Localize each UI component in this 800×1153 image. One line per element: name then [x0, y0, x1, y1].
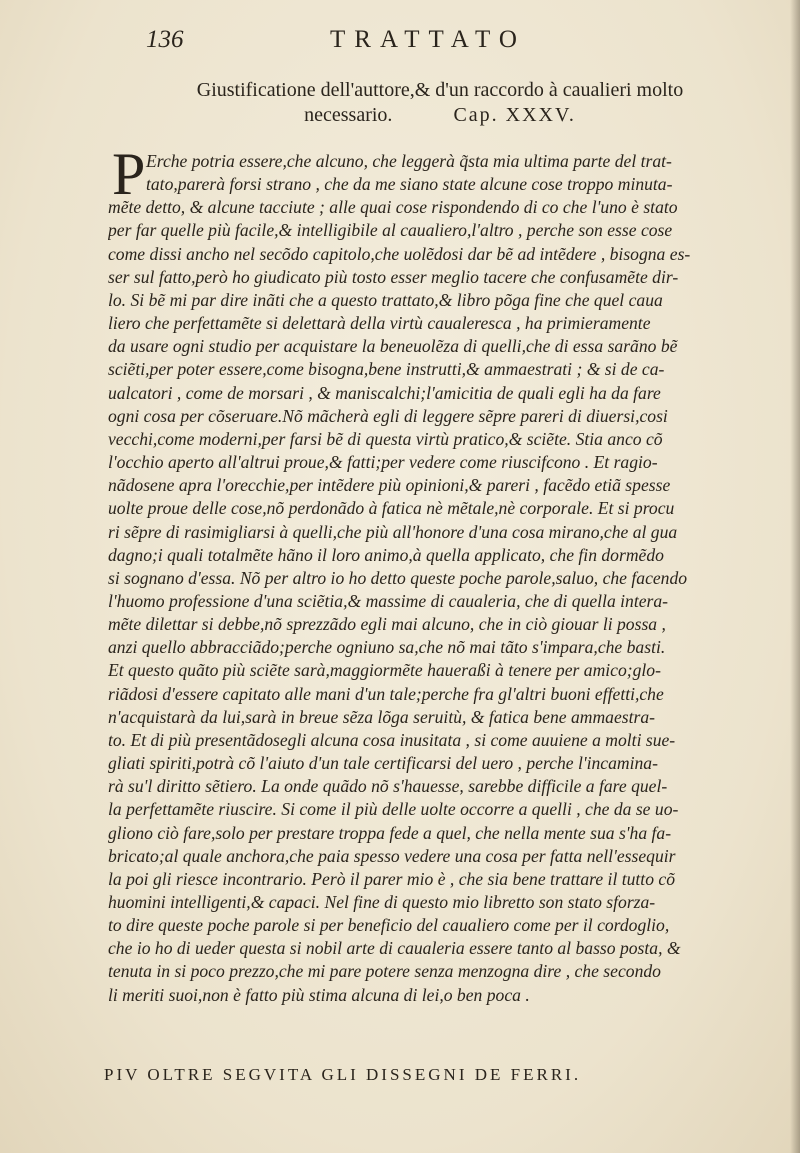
text-line: ri sẽpre di rasimigliarsi à quelli,che più all'honore d'una cosa mirano,che al gua [108, 521, 678, 542]
text-line: come dissi ancho nel secõdo capitolo,che uolẽdosi dar bẽ ad intẽdere , bisogna es- [108, 243, 691, 264]
text-line: Erche potria essere,che alcuno, che leggerà q̃sta mia ultima parte del trat- [146, 151, 672, 171]
text-line: ualcatori , come de morsari , & maniscalchi;l'amicitia de quali egli ha da fare [108, 382, 661, 403]
text-line: da usare ogni studio per acquistare la beneuolẽza di quelli,che di essa sarãno bẽ [108, 336, 678, 357]
text-line: nãdosene apra l'orecchie,per intẽdere più opinioni,& pareri , facẽdo etiã spesse [108, 475, 671, 496]
text-line: li meriti suoi,non è fatto più stima alcuna di lei,o ben poca . [108, 984, 530, 1005]
text-line: tato,parerà forsi strano , che da me siano state alcune cose troppo minuta- [146, 174, 673, 195]
chapter-title-line2: necessario. [304, 104, 393, 126]
text-line: uolte proue delle cose,nõ perdonãdo à fatica nè mẽtale,nè corporale. Et si procu [108, 498, 675, 519]
text-line: la poi gli riesce incontrario. Però il parer mio è , che sia bene trattare il tutto cõ [108, 868, 675, 889]
text-line: sciẽti,per poter essere,come bisogna,bene instrutti,& ammaestrati ; & si de ca- [108, 359, 665, 380]
text-line: anzi quello abbracciãdo;perche ogniuno sa,che nõ mai tãto s'impara,che basti. [108, 637, 666, 658]
text-line: gliati spiriti,potrà cõ l'aiuto d'un tale certificarsi del uero , perche l'incamina- [108, 753, 658, 774]
catchline-footer: PIV OLTRE SEGVITA GLI DISSEGNI DE FERRI. [104, 1065, 582, 1084]
page-edge-shadow [790, 0, 800, 1153]
chapter-title-line1: Giustificatione dell'auttore,& d'un raccordo à caualieri molto [196, 79, 684, 101]
text-line: Et questo quãto più sciẽte sarà,maggiormẽte haueraßi à tenere per amico;glo- [108, 660, 661, 681]
text-line: to. Et di più presentãdosegli alcuna cosa inusitata , si come auuiene a molti sue- [108, 729, 676, 750]
text-line: tenuta in si poco prezzo,che mi pare potere senza menzogna dire , che secondo [108, 961, 661, 982]
text-line: la perfettamẽte riuscire. Si come il più delle uolte occorre a quelli , che da se uo- [108, 799, 679, 820]
chapter-number: Cap. XXXV. [453, 104, 576, 126]
text-line: che io ho di ueder questa si nobil arte di caualeria essere tanto al basso posta, & [108, 938, 681, 959]
text-line: lo. Si bẽ mi par dire inãti che a questo trattato,& libro põga fine che quel caua [108, 289, 663, 310]
text-line: riãdosi d'essere capitato alle mani d'un tale;perche fra gl'altri buoni effetti,che [108, 683, 664, 704]
text-line: si sognano d'essa. Nõ per altro io ho detto queste poche parole,saluo, che facendo [108, 567, 688, 588]
text-line: ogni cosa per cõseruare.Nõ mãcherà egli di leggere sẽpre pareri di diuersi,cosi [108, 405, 668, 426]
text-line: n'acquistarà da lui,sarà in breue sẽza lõga seruitù, & fatica bene ammaestra- [108, 706, 656, 727]
text-line: ser sul fatto,però ho giudicato più tosto esser meglio tacere che confusamẽte dir- [108, 266, 679, 287]
chapter-heading [120, 78, 760, 128]
text-line: huomini intelligenti,& capaci. Nel fine di questo mio libretto son stato sforza- [108, 892, 656, 912]
text-line: per far quelle più facile,& intelligibile al caualiero,l'altro , perche son esse cose [108, 220, 673, 241]
text-line: dagno;i quali totalmẽte hãno il loro animo,à quella applicato, che fin dormẽdo [108, 544, 664, 565]
page-number: 136 [146, 26, 184, 53]
running-head: TRATTATO [330, 26, 526, 53]
body-text [108, 141, 768, 1007]
text-line: liero che perfettamẽte si delettarà della virtù caualeresca , ha primieramente [108, 313, 651, 334]
text-line: rà su'l diritto sẽtiero. La onde quãdo nõ s'hauesse, sarebbe difficile a fare quel- [108, 776, 668, 797]
text-line: mẽte detto, & alcune tacciute ; alle quai cose rispondendo di co che l'uno è stato [108, 197, 678, 218]
text-line: to dire queste poche parole si per beneficio del caualiero come per il cordoglio, [108, 915, 670, 936]
text-line: mẽte dilettar si debbe,nõ sprezzãdo egli mai alcuno, che in ciò giouar li possa , [108, 614, 666, 635]
page-header [118, 22, 760, 62]
text-line: gliono ciò fare,solo per prestare troppa fede a quel, che nella mente sua s'ha fa- [108, 822, 672, 843]
drop-cap: P [112, 141, 146, 207]
text-line: vecchi,come moderni,per farsi bẽ di questa virtù pratico,& sciẽte. Stia anco cõ [108, 428, 663, 449]
text-line: bricato;al quale anchora,che paia spesso vedere una cosa per fatta nell'essequir [108, 845, 676, 866]
chapter-title-line2-wrap [120, 103, 760, 128]
text-line: l'occhio aperto all'altrui proue,& fatti;per vedere come riuscifcono . Et ragio- [108, 452, 658, 473]
text-line: l'huomo professione d'una sciẽtia,& massime di caualeria, che di quella intera- [108, 590, 669, 611]
